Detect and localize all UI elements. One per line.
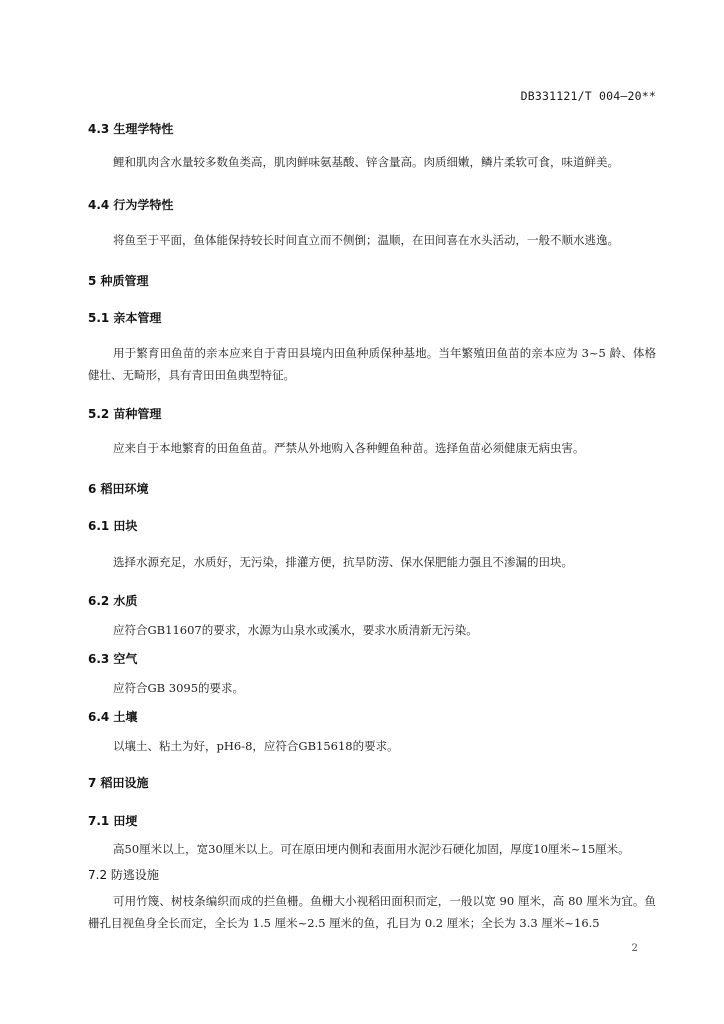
heading-7-2: 7.2 防逃设施 xyxy=(88,868,159,882)
heading-4-4: 4.4 行为学特性 xyxy=(88,198,174,212)
heading-6-3: 6.3 空气 xyxy=(88,652,138,666)
heading-5-2: 5.2 苗种管理 xyxy=(88,407,162,421)
paragraph-5-2: 应来自于本地繁育的田鱼鱼苗。严禁从外地购入各种鲤鱼种苗。选择鱼苗必须健康无病虫害。 xyxy=(113,441,585,455)
page-number: 2 xyxy=(631,942,638,954)
heading-7-1: 7.1 田埂 xyxy=(88,814,138,828)
paragraph-6-1: 选择水源充足，水质好，无污染，排灌方便，抗旱防涝、保水保肥能力强且不渗漏的田块。 xyxy=(113,555,573,569)
heading-6-2: 6.2 水质 xyxy=(88,594,138,608)
paragraph-4-3: 鲤和肌肉含水量较多数鱼类高，肌肉鲜味氨基酸、锌含量高。肉质细嫩，鳞片柔软可食，味道鲜美。 xyxy=(113,155,619,169)
paragraph-7-2: 可用竹篾、树枝条编织而成的拦鱼栅。鱼栅大小视稻田面积而定，一般以宽 90 厘米，高 80 厘米为宜。鱼栅孔目视鱼身全长而定，全长为 1.5 厘米~2.5 厘米的鱼，孔目为 0.2 厘米；全长为 3.3 厘米~16.5 xyxy=(88,894,656,930)
heading-7: 7 稻田设施 xyxy=(88,776,149,790)
heading-5-1: 5.1 亲本管理 xyxy=(88,311,162,325)
paragraph-7-1: 高50厘米以上，宽30厘米以上。可在原田埂内侧和表面用水泥沙石硬化加固，厚度10厘米~15厘米。 xyxy=(113,842,630,856)
paragraph-6-3: 应符合GB 3095的要求。 xyxy=(113,681,245,695)
document-code: DB331121/T 004—20** xyxy=(520,89,656,103)
heading-6-4: 6.4 土壤 xyxy=(88,710,138,724)
paragraph-6-2: 应符合GB11607的要求，水源为山泉水或溪水，要求水质清新无污染。 xyxy=(113,623,478,637)
paragraph-4-4: 将鱼至于平面，鱼体能保持较长时间直立而不侧倒；温顺，在田间喜在水头活动，一般不顺水逃逸。 xyxy=(113,233,619,247)
heading-5: 5 种质管理 xyxy=(88,274,149,288)
heading-6-1: 6.1 田块 xyxy=(88,519,138,533)
heading-6: 6 稻田环境 xyxy=(88,482,149,496)
heading-4-3: 4.3 生理学特性 xyxy=(88,122,174,136)
paragraph-6-4: 以壤土、粘土为好，pH6-8，应符合GB15618的要求。 xyxy=(113,739,399,753)
paragraph-5-1: 用于繁育田鱼苗的亲本应来自于青田县境内田鱼种质保种基地。当年繁殖田鱼苗的亲本应为 3~5 龄、体格健壮、无畸形，具有青田田鱼典型特征。 xyxy=(88,346,656,382)
